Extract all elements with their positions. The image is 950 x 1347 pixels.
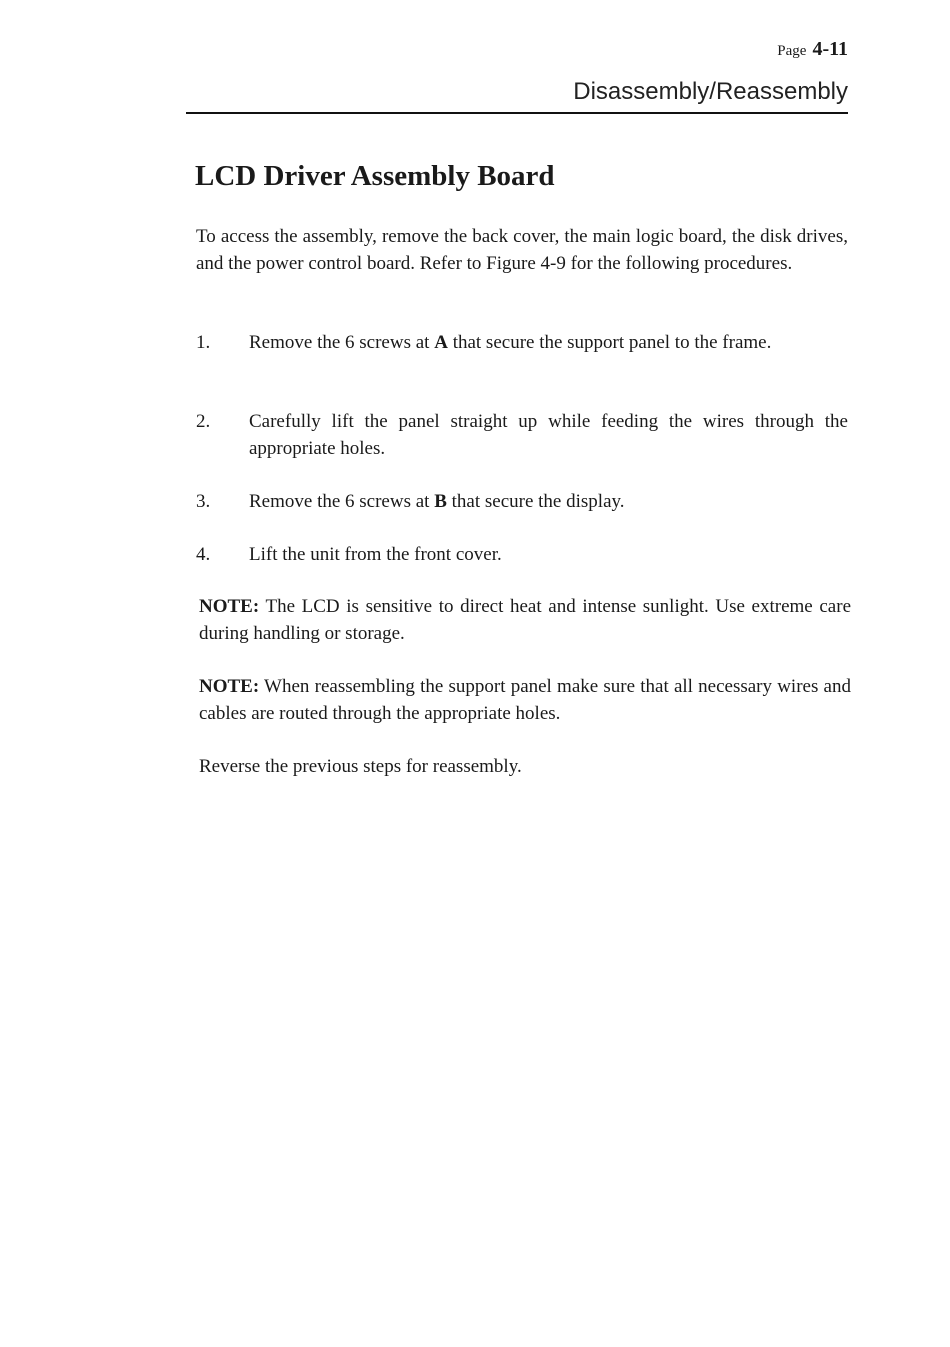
section-title: Disassembly/Reassembly [573,78,848,105]
step-item [196,541,848,568]
note-paragraph [199,673,851,727]
header-divider [186,112,848,114]
note-text: When reassembling the support panel make sure that all necessary wires and cables are routed through the appropriate holes. [199,676,851,724]
note-label: NOTE: [199,676,260,697]
callout-letter: A [434,332,448,353]
step-item [196,408,848,462]
closing-paragraph: Reverse the previous steps for reassembly. [199,756,522,777]
step-number: 2. [196,411,211,432]
step-text: Lift the unit from the front cover. [249,544,502,565]
note-text: The LCD is sensitive to direct heat and intense sunlight. Use extreme care during handling or storage. [199,596,851,644]
intro-paragraph: To access the assembly, remove the back cover, the main logic board, the disk drives, and the power control board. Refer to Figure 4-9 for the following procedures. [196,226,848,274]
note-label: NOTE: [199,596,260,617]
step-item [196,329,848,356]
step-text: Remove the 6 screws at B that secure the display. [249,491,625,512]
callout-letter: B [434,491,447,512]
step-text: Remove the 6 screws at A that secure the support panel to the frame. [249,332,772,353]
step-number: 4. [196,544,211,565]
page-word: Page [777,43,807,59]
page-number-value: 4-11 [812,38,848,60]
note-paragraph [199,593,851,647]
step-text: Carefully lift the panel straight up while feeding the wires through the appropriate holes. [249,411,848,459]
page-number [777,38,848,61]
page-heading: LCD Driver Assembly Board [195,160,555,192]
step-number: 1. [196,332,211,353]
step-number: 3. [196,491,211,512]
step-item [196,488,848,515]
